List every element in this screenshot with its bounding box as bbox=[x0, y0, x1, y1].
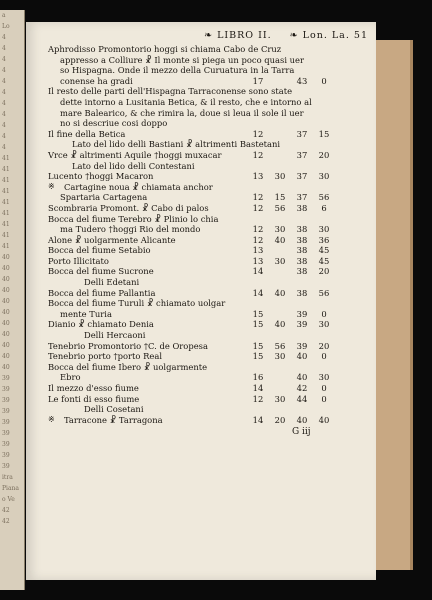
margin-fragment: 4 bbox=[2, 45, 6, 52]
lat-degrees: 37 bbox=[296, 192, 308, 203]
lat-degrees: 39 bbox=[296, 340, 308, 351]
lat-minutes: 0 bbox=[321, 383, 327, 393]
place-name: Lucento †hoggi Macaron bbox=[48, 171, 154, 182]
lat-minutes: 0 bbox=[321, 351, 327, 362]
table-row bbox=[48, 150, 368, 161]
margin-fragment: 40 bbox=[2, 287, 10, 294]
margin-fragment: 39 bbox=[2, 463, 10, 470]
lat-minutes: 36 bbox=[318, 234, 330, 245]
place-name: Tarracone ☧ Tarragona bbox=[64, 414, 163, 425]
text-line: appresso a Colliure ☧ Il monte si piega un poco quasi uer bbox=[60, 54, 305, 65]
margin-fragment: 41 bbox=[2, 188, 10, 195]
lat-degrees: 38 bbox=[296, 255, 308, 266]
place-name: ma Tudero †hoggi Rio del mondo bbox=[60, 224, 201, 235]
table-row bbox=[48, 309, 368, 320]
page-footer bbox=[48, 427, 368, 439]
lat-minutes: 0 bbox=[321, 393, 327, 404]
lat-minutes: 30 bbox=[318, 372, 330, 383]
lon-heading: Lon. bbox=[302, 30, 328, 41]
lat-degrees: 39 bbox=[296, 319, 308, 330]
table-row bbox=[48, 288, 368, 299]
table-row bbox=[48, 224, 368, 235]
table-row bbox=[48, 298, 368, 309]
lon-minutes: 56 bbox=[274, 202, 286, 213]
text-line: no si descriue cosi doppo bbox=[60, 118, 168, 129]
place-name: Ebro bbox=[60, 372, 81, 383]
lat-degrees: 38 bbox=[296, 245, 308, 256]
table-row bbox=[48, 192, 368, 203]
lat-degrees: 38 bbox=[296, 224, 308, 235]
margin-fragment: 41 bbox=[2, 232, 10, 239]
lon-minutes: 40 bbox=[274, 234, 286, 245]
la-heading: La. bbox=[331, 30, 350, 41]
margin-fragment: 40 bbox=[2, 320, 10, 327]
place-name: Il mezzo d'esso fiume bbox=[48, 383, 139, 393]
lon-degrees: 15 bbox=[252, 340, 264, 351]
place-name: Tenebrio Promontorio †C. de Oropesa bbox=[48, 340, 208, 351]
table-row bbox=[48, 394, 368, 405]
margin-fragment: 4 bbox=[2, 122, 6, 129]
intro-paragraph bbox=[48, 44, 368, 76]
lon-minutes: 40 bbox=[274, 287, 286, 298]
margin-fragment: 41 bbox=[2, 155, 10, 162]
lon-degrees: 12 bbox=[252, 128, 264, 139]
text-line: dette intorno a Lusitania Betica, & il resto, che e intorno al bbox=[60, 96, 312, 107]
table-row bbox=[48, 129, 368, 140]
place-name: Vrce ☧ altrimenti Aquile †hoggi muxacar bbox=[48, 149, 222, 160]
lat-degrees: 40 bbox=[296, 351, 308, 362]
lat-minutes: 0 bbox=[321, 308, 327, 319]
table-row bbox=[48, 245, 368, 256]
lon-degrees: 15 bbox=[252, 319, 264, 330]
lon-minutes: 30 bbox=[274, 393, 286, 404]
lat-minutes: 0 bbox=[321, 75, 327, 86]
margin-fragment: 41 bbox=[2, 199, 10, 206]
lat-degrees: 37 bbox=[296, 128, 308, 139]
lat-minutes: 20 bbox=[318, 340, 330, 351]
place-name: Lato del lido delli Contestani bbox=[72, 160, 195, 171]
lon-degrees: 15 bbox=[252, 351, 264, 362]
margin-fragment: 4 bbox=[2, 133, 6, 140]
lon-minutes: 40 bbox=[274, 319, 286, 330]
lon-degrees: 16 bbox=[252, 372, 264, 383]
margin-fragment: 41 bbox=[2, 210, 10, 217]
text-line: mare Balearico, & che rimira la, doue si leua il sole il uer bbox=[60, 107, 304, 118]
margin-fragment: itra bbox=[2, 474, 13, 481]
lat-minutes: 56 bbox=[318, 192, 330, 203]
lon-minutes: 15 bbox=[274, 192, 286, 203]
margin-fragment: Lo bbox=[2, 23, 10, 30]
place-name: Delli Edetani bbox=[84, 277, 140, 288]
place-name: Bocca del fiume Sucrone bbox=[48, 266, 154, 277]
lon-degrees: 12 bbox=[252, 202, 264, 213]
lon-degrees: 17 bbox=[252, 75, 264, 86]
margin-fragment: 40 bbox=[2, 309, 10, 316]
margin-fragment: 40 bbox=[2, 331, 10, 338]
margin-fragment: o Ve bbox=[2, 496, 15, 503]
lon-minutes: 30 bbox=[274, 224, 286, 235]
lon-minutes: 56 bbox=[274, 340, 286, 351]
table-row bbox=[48, 139, 368, 150]
table-row bbox=[48, 372, 368, 383]
second-paragraph bbox=[48, 86, 368, 128]
margin-fragment: 42 bbox=[2, 518, 10, 525]
margin-fragment: 41 bbox=[2, 221, 10, 228]
running-header bbox=[48, 30, 368, 41]
margin-fragment: 4 bbox=[2, 100, 6, 107]
table-row bbox=[48, 203, 368, 214]
lat-degrees: 38 bbox=[296, 287, 308, 298]
margin-fragment: 41 bbox=[2, 243, 10, 250]
margin-fragment: 4 bbox=[2, 67, 6, 74]
lat-minutes: 30 bbox=[318, 319, 330, 330]
margin-fragment: 39 bbox=[2, 452, 10, 459]
lat-minutes: 15 bbox=[318, 128, 330, 139]
signature-mark: G iij bbox=[292, 427, 311, 438]
margin-fragment: 39 bbox=[2, 430, 10, 437]
table-row bbox=[48, 214, 368, 225]
place-name: mente Turia bbox=[60, 308, 112, 319]
table-row bbox=[48, 256, 368, 267]
place-name: Bocca del fiume Turuli ☧ chiamato uolgar bbox=[48, 298, 226, 309]
text-line: Il resto delle parti dell'Hispagna Tarraconense sono state bbox=[48, 86, 293, 97]
lat-minutes: 20 bbox=[318, 149, 330, 160]
table-row bbox=[48, 76, 368, 87]
margin-fragment: 39 bbox=[2, 419, 10, 426]
lon-degrees: 13 bbox=[252, 245, 264, 256]
lon-degrees: 12 bbox=[252, 224, 264, 235]
book-cover bbox=[376, 40, 413, 570]
fleuron-icon: ❧ bbox=[204, 30, 214, 41]
place-name: Le fonti di esso fiume bbox=[48, 393, 140, 404]
lat-minutes: 30 bbox=[318, 224, 330, 235]
place-name: Lato del lido delli Bastiani ☧ altrimenti Bastetani bbox=[72, 139, 281, 150]
lon-degrees: 12 bbox=[252, 393, 264, 404]
margin-fragment: 42 bbox=[2, 507, 10, 514]
lat-minutes: 56 bbox=[318, 287, 330, 298]
table-row bbox=[48, 404, 368, 415]
table-row bbox=[48, 171, 368, 182]
lat-degrees: 40 bbox=[296, 372, 308, 383]
lat-degrees: 37 bbox=[296, 149, 308, 160]
place-name: Spartaria Cartagena bbox=[60, 192, 148, 203]
lat-degrees: 38 bbox=[296, 266, 308, 277]
lon-degrees: 13 bbox=[252, 171, 264, 182]
place-name: Dianio ☧ chiamato Denia bbox=[48, 319, 154, 330]
margin-fragment: 4 bbox=[2, 78, 6, 85]
lon-degrees: 12 bbox=[252, 234, 264, 245]
place-name: Porto Illicitato bbox=[48, 255, 109, 266]
margin-fragment: 4 bbox=[2, 89, 6, 96]
lon-minutes: 20 bbox=[274, 414, 286, 425]
lat-degrees: 43 bbox=[296, 75, 308, 86]
lon-degrees: 14 bbox=[252, 414, 264, 425]
table-row bbox=[48, 266, 368, 277]
margin-fragment: 40 bbox=[2, 364, 10, 371]
margin-fragment: 40 bbox=[2, 254, 10, 261]
lat-degrees: 38 bbox=[296, 234, 308, 245]
lon-minutes: 30 bbox=[274, 255, 286, 266]
lon-minutes: 30 bbox=[274, 351, 286, 362]
table-row bbox=[48, 277, 368, 288]
lon-degrees: 15 bbox=[252, 308, 264, 319]
table-row bbox=[48, 383, 368, 394]
margin-fragment: 40 bbox=[2, 265, 10, 272]
page-number: 51 bbox=[353, 30, 368, 41]
asterism-mark: ※ bbox=[48, 181, 55, 191]
table-row bbox=[48, 362, 368, 373]
lon-degrees: 12 bbox=[252, 192, 264, 203]
table-row bbox=[48, 351, 368, 362]
lon-degrees: 12 bbox=[252, 149, 264, 160]
book-title: LIBRO II. bbox=[217, 30, 272, 41]
margin-fragment: 39 bbox=[2, 397, 10, 404]
table-row bbox=[48, 319, 368, 330]
margin-fragment: 39 bbox=[2, 408, 10, 415]
lat-degrees: 37 bbox=[296, 171, 308, 182]
lat-degrees: 38 bbox=[296, 202, 308, 213]
margin-fragment: 4 bbox=[2, 111, 6, 118]
margin-fragment: 39 bbox=[2, 441, 10, 448]
lon-degrees: 13 bbox=[252, 255, 264, 266]
lon-degrees: 14 bbox=[252, 287, 264, 298]
place-name: Alone ☧ uolgarmente Alicante bbox=[48, 234, 176, 245]
margin-fragment: 4 bbox=[2, 56, 6, 63]
book-page bbox=[26, 22, 376, 580]
lon-degrees: 14 bbox=[252, 383, 264, 393]
lat-minutes: 40 bbox=[318, 414, 330, 425]
place-name: Cartagine noua ☧ chiamata anchor bbox=[64, 181, 213, 192]
place-name: Delli Cosetani bbox=[84, 404, 144, 415]
page-content bbox=[48, 30, 368, 439]
place-name: Delli Hercaoni bbox=[84, 330, 146, 341]
margin-fragment: 40 bbox=[2, 298, 10, 305]
lat-degrees: 44 bbox=[296, 393, 308, 404]
place-name: Tenebrio porto †porto Real bbox=[48, 351, 163, 362]
adjacent-page-edge bbox=[0, 10, 25, 590]
table-row bbox=[48, 161, 368, 172]
margin-fragment: 41 bbox=[2, 177, 10, 184]
table-row bbox=[48, 182, 368, 193]
place-name: Il fine della Betica bbox=[48, 128, 126, 139]
text-line: so Hispagna. Onde il mezzo della Curuatura in la Tarra bbox=[60, 65, 295, 76]
text-line: Aphrodisso Promontorio hoggi si chiama Cabo de Cruz bbox=[48, 44, 282, 54]
margin-fragment: 4 bbox=[2, 144, 6, 151]
place-name: Bocca del fiume Terebro ☧ Plinio lo chia bbox=[48, 213, 219, 224]
margin-fragment: 39 bbox=[2, 386, 10, 393]
lat-degrees: 40 bbox=[296, 414, 308, 425]
margin-fragment: 41 bbox=[2, 166, 10, 173]
lat-degrees: 42 bbox=[296, 383, 308, 393]
margin-fragment: Piana bbox=[2, 485, 19, 492]
lat-minutes: 45 bbox=[318, 245, 330, 256]
table-row bbox=[48, 341, 368, 352]
lon-degrees: 14 bbox=[252, 266, 264, 277]
margin-fragment: 40 bbox=[2, 276, 10, 283]
lat-minutes: 20 bbox=[318, 266, 330, 277]
table-row bbox=[48, 235, 368, 246]
margin-fragment: 40 bbox=[2, 353, 10, 360]
margin-fragment: a bbox=[2, 12, 6, 19]
margin-fragment: 40 bbox=[2, 342, 10, 349]
fleuron-icon: ❧ bbox=[289, 30, 299, 41]
coordinates-table bbox=[48, 129, 368, 426]
table-row bbox=[48, 330, 368, 341]
place-name: Scombraria Promont. ☧ Cabo di palos bbox=[48, 202, 209, 213]
lat-minutes: 45 bbox=[318, 255, 330, 266]
place-name: Bocca del fiume Pallantia bbox=[48, 287, 156, 298]
place-name: Bocca del fiume Setabio bbox=[48, 245, 151, 256]
asterism-mark: ※ bbox=[48, 414, 55, 424]
lat-minutes: 6 bbox=[321, 202, 327, 213]
margin-fragment: 39 bbox=[2, 375, 10, 382]
lon-minutes: 30 bbox=[274, 171, 286, 182]
place-name: conense ha gradi bbox=[60, 75, 133, 86]
lat-degrees: 39 bbox=[296, 308, 308, 319]
lat-minutes: 30 bbox=[318, 171, 330, 182]
place-name: Bocca del fiume Ibero ☧ uolgarmente bbox=[48, 361, 208, 372]
table-row bbox=[48, 415, 368, 426]
margin-fragment: 4 bbox=[2, 34, 6, 41]
